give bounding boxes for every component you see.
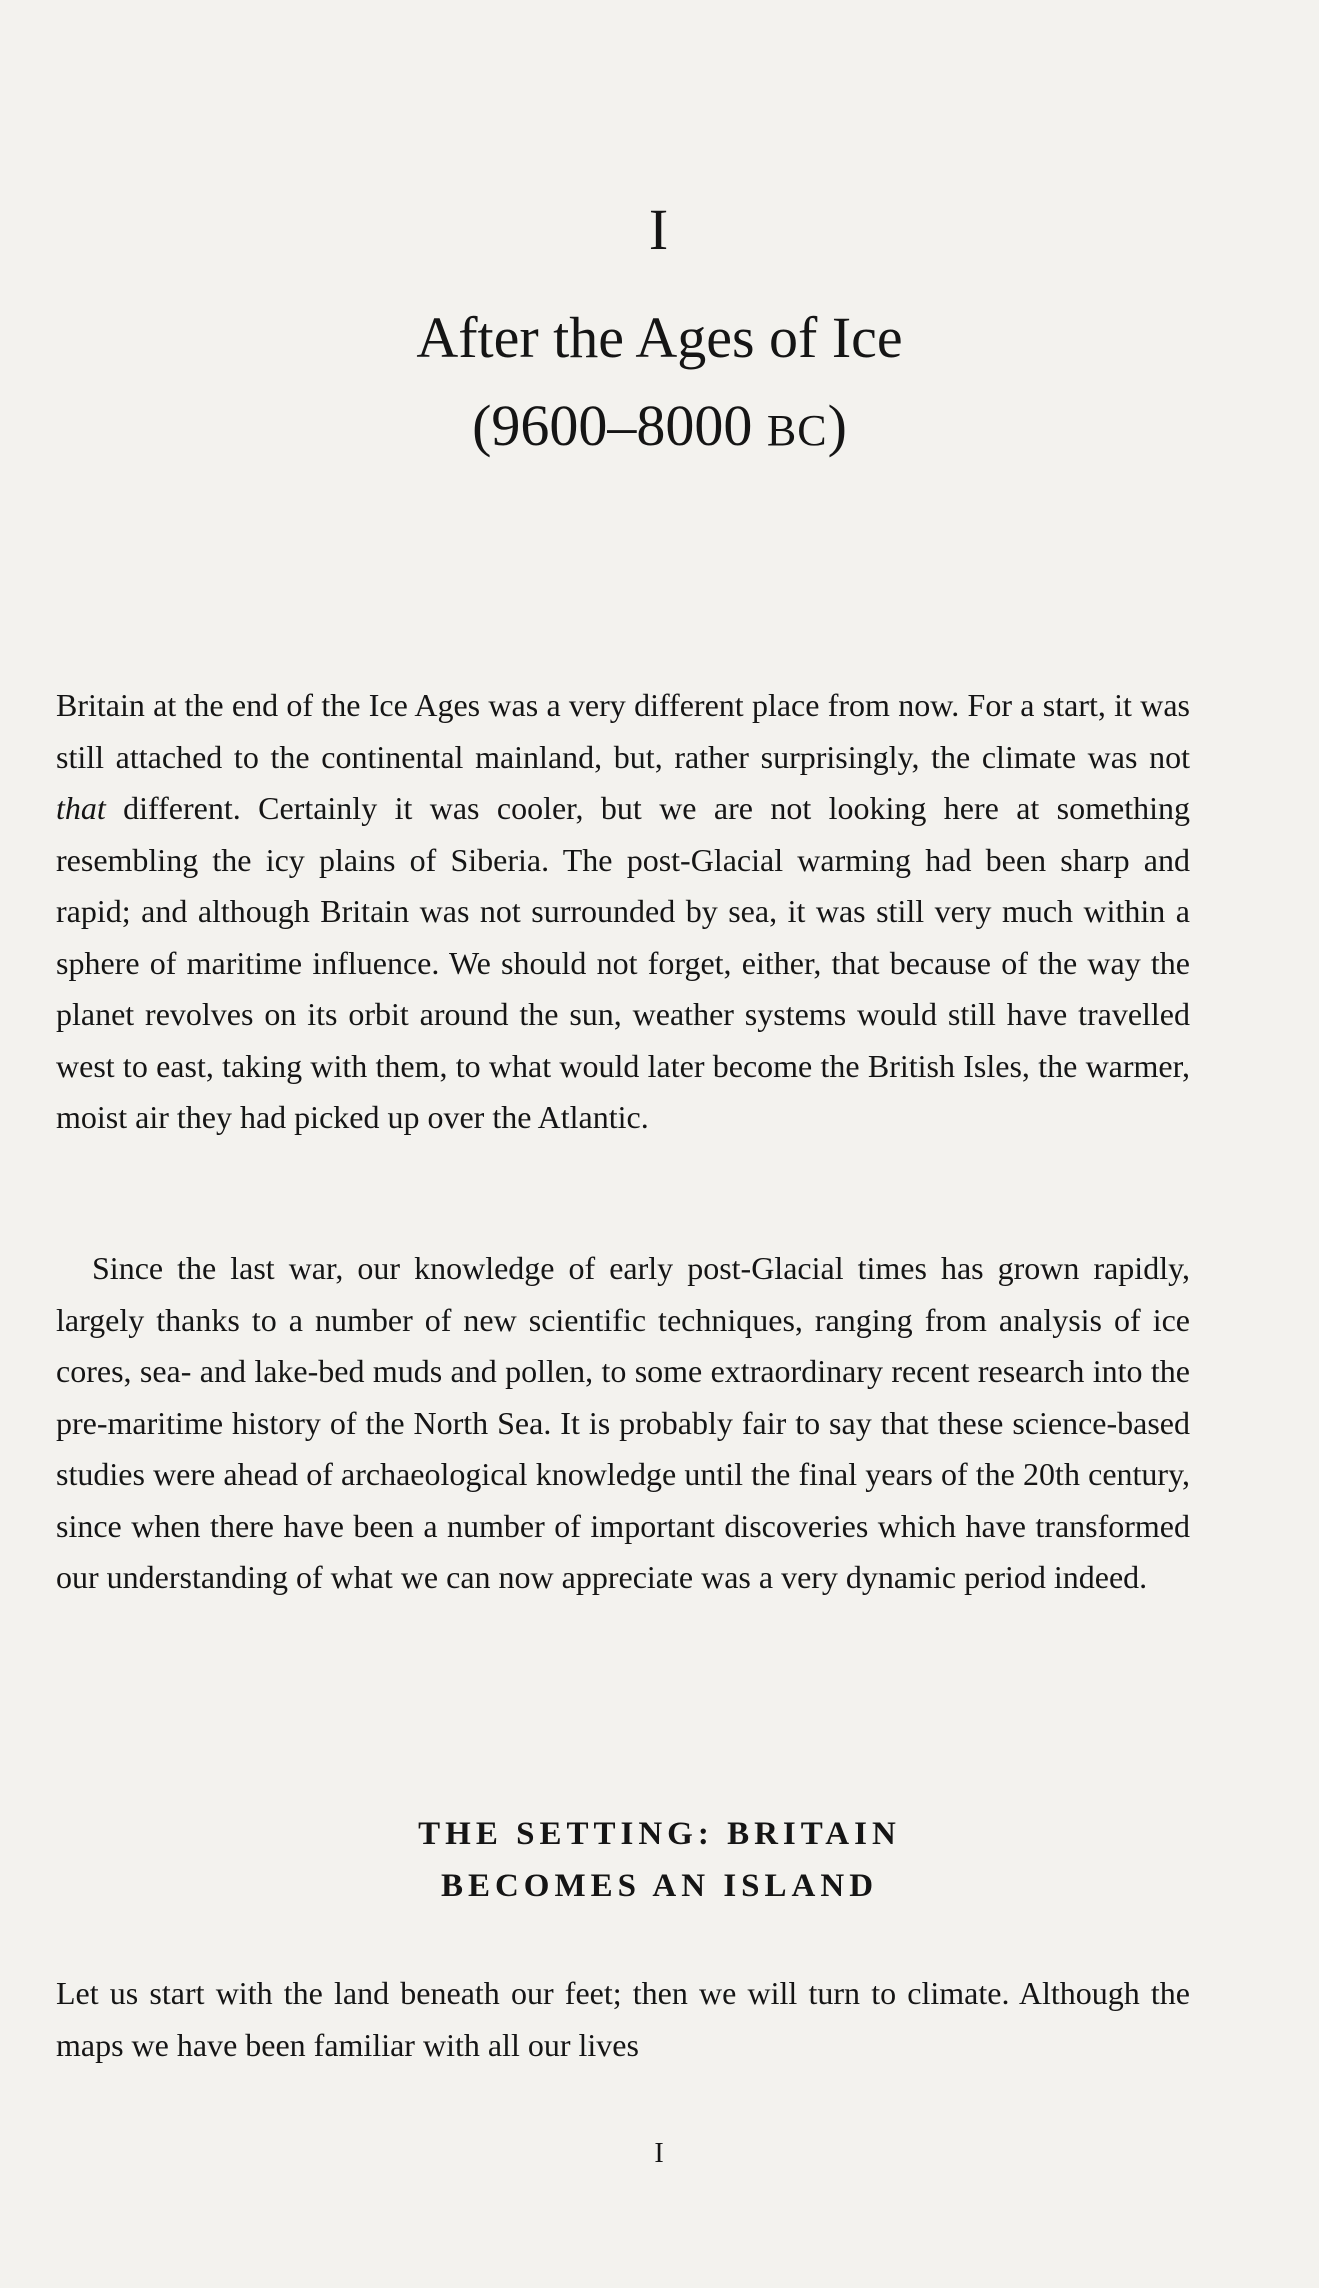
chapter-date-range [0,388,1319,469]
section-heading-line-2: BECOMES AN ISLAND [440,1868,879,1904]
paragraph-3 [56,1968,1190,2071]
section-heading [0,1808,1319,1912]
paragraph-3-text: Let us start with the land beneath our feet; then we will turn to climate. Although the maps we have been familiar with all our lives [56,1975,1190,2063]
paragraph-1 [56,680,1190,1144]
chapter-title: After the Ages of Ice [416,305,903,370]
paragraph-2-text: Since the last war, our knowledge of early post-Glacial times has grown rapidly, largely thanks to a number of new scientific techniques, ranging from analysis of ice cores, sea- and lake-bed muds and pollen, to some extraordinary recent research into the pre-maritime history of the North Sea. It is probably fair to say that these science-based studies were ahead of archaeological knowledge until the final years of the 20th century, since when there have been a number of important discoveries which have transformed our understanding of what we can now appreciate was a very dynamic period indeed. [56,1250,1190,1595]
paragraph-1-text-b: different. Certainly it was cooler, but we are not looking here at something resembling the icy plains of Siberia. The post-Glacial warming had been sharp and rapid; and although Britain was not surrounded by sea, it was still very much within a sphere of maritime influence. We should not forget, either, that because of the way the planet revolves on its orbit around the sun, weather systems would still have travelled west to east, taking with them, to what would later become the British Isles, the warmer, moist air they had picked up over the Atlantic. [56,790,1190,1135]
date-close: ) [827,393,847,458]
paragraph-1-text-a: Britain at the end of the Ice Ages was a very different place from now. For a start, it was still attached to the continental mainland, but, rather surprisingly, the climate was not [56,687,1190,775]
chapter-number: I [648,197,671,262]
date-open: (9600–8000 [472,393,767,458]
date-era: BC [766,406,828,455]
section-heading-line-1: THE SETTING: BRITAIN [418,1816,901,1852]
paragraph-1-italic: that [56,790,106,826]
paragraph-2 [56,1243,1190,1604]
page-number: I [654,2138,665,2169]
